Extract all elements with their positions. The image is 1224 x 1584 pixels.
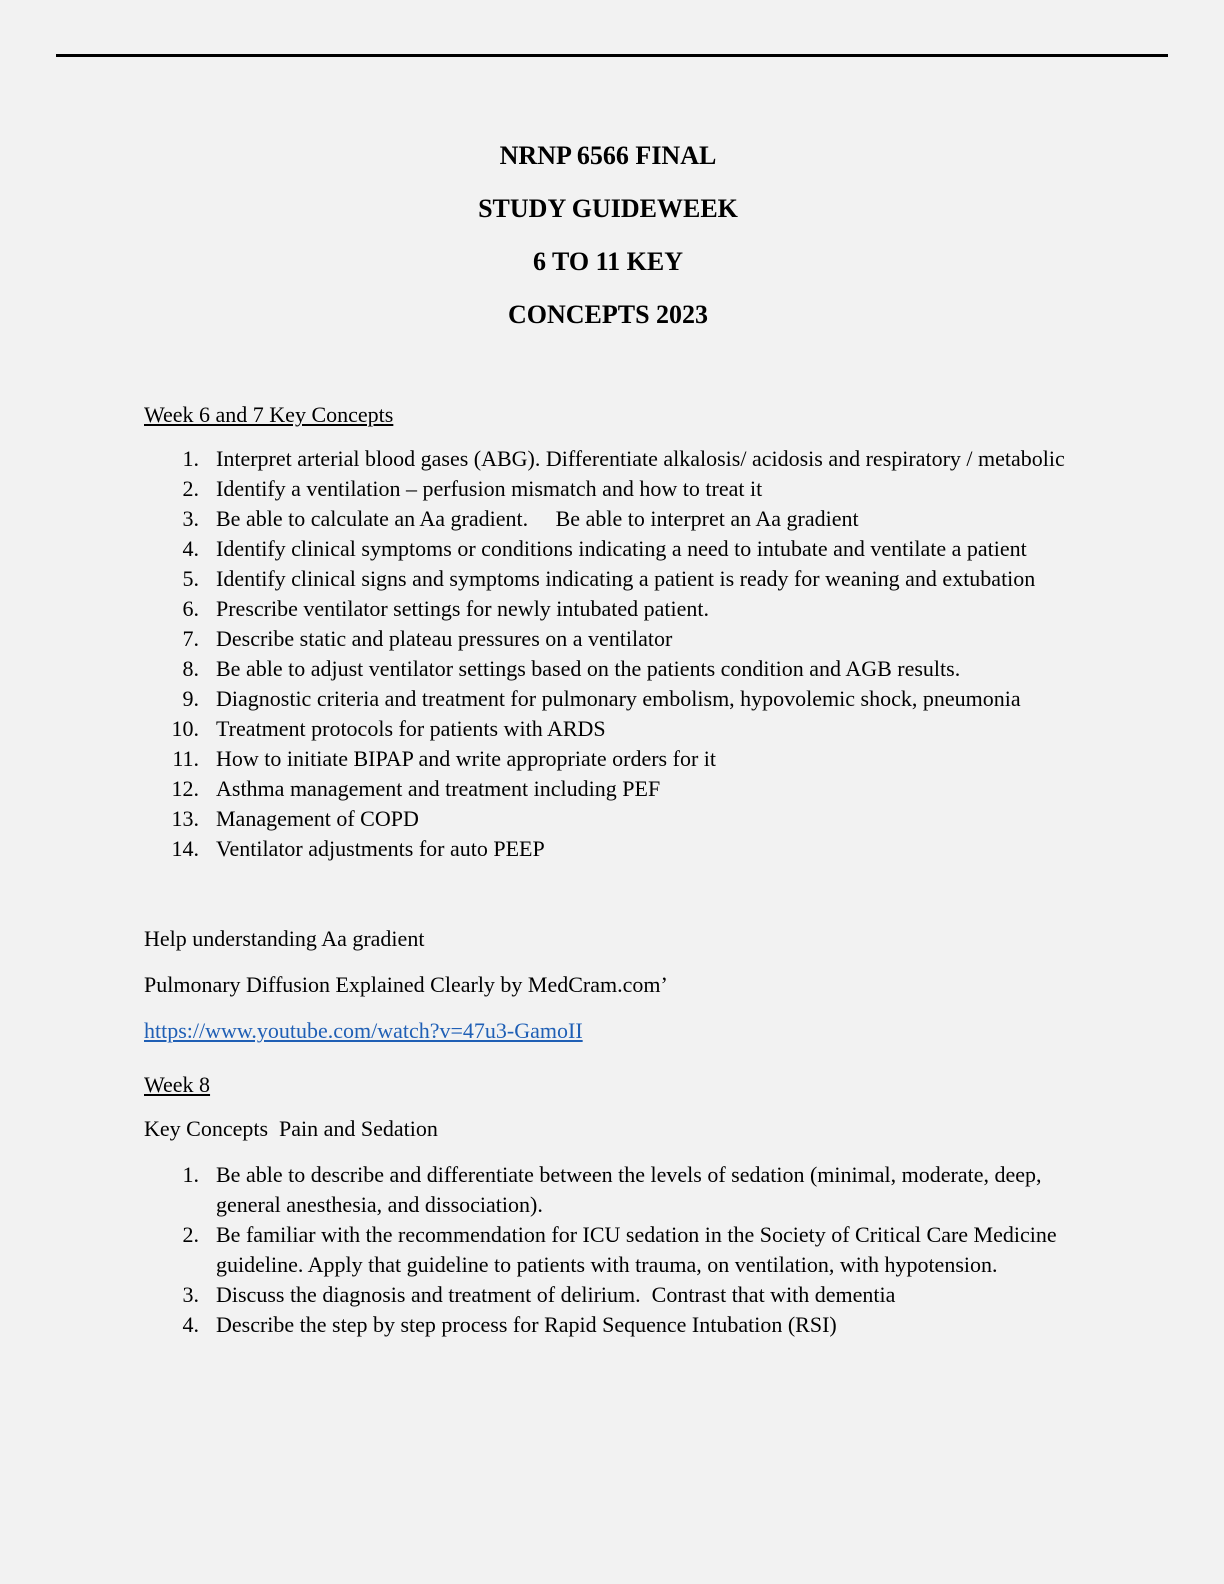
list-item bbox=[144, 534, 1084, 564]
list-item-text: Identify a ventilation – perfusion mismatch and how to treat it bbox=[216, 476, 763, 501]
list-item-number: 14. bbox=[171, 836, 199, 861]
document-body bbox=[144, 400, 1084, 1340]
list-item-number: 3. bbox=[182, 1282, 199, 1307]
list-item bbox=[144, 564, 1084, 594]
list-item-text: Be familiar with the recommendation for ICU sedation in the Society of Critical Care Medicine guideline. Apply that guideline to patients with trauma, on ventilation, with hypotension. bbox=[216, 1222, 1057, 1277]
week-8-subheading: Key Concepts Pain and Sedation bbox=[144, 1116, 438, 1141]
list-item-number: 1. bbox=[182, 1162, 199, 1187]
header-rule bbox=[56, 54, 1168, 57]
list-item-text: Asthma management and treatment including PEF bbox=[216, 776, 661, 801]
list-item-text: Identify clinical symptoms or conditions indicating a need to intubate and ventilate a patient bbox=[216, 536, 1027, 561]
list-item-text: Describe the step by step process for Rapid Sequence Intubation (RSI) bbox=[216, 1312, 837, 1337]
title-line-1: NRNP 6566 FINAL bbox=[499, 141, 717, 170]
list-item-text: Diagnostic criteria and treatment for pulmonary embolism, hypovolemic shock, pneumonia bbox=[216, 686, 1021, 711]
list-item-number: 4. bbox=[182, 536, 199, 561]
title-line-2: STUDY GUIDEWEEK bbox=[478, 194, 738, 223]
help-aa-gradient: Help understanding Aa gradient bbox=[144, 926, 425, 951]
week-8-concept-list bbox=[144, 1160, 1084, 1340]
list-item-text: Be able to adjust ventilator settings based on the patients condition and AGB results. bbox=[216, 656, 961, 681]
medcram-reference: Pulmonary Diffusion Explained Clearly by MedCram.com’ bbox=[144, 972, 668, 997]
list-item bbox=[144, 684, 1084, 714]
title-line-4: CONCEPTS 2023 bbox=[507, 300, 709, 329]
document-title bbox=[0, 142, 1216, 354]
list-item-text: Treatment protocols for patients with ARDS bbox=[216, 716, 606, 741]
list-item bbox=[144, 1220, 1084, 1280]
list-item-number: 2. bbox=[182, 1222, 199, 1247]
list-item-number: 12. bbox=[171, 776, 199, 801]
list-item bbox=[144, 444, 1084, 474]
list-item-number: 3. bbox=[182, 506, 199, 531]
list-item-number: 6. bbox=[182, 596, 199, 621]
list-item bbox=[144, 714, 1084, 744]
list-item-number: 11. bbox=[172, 746, 199, 771]
list-item bbox=[144, 774, 1084, 804]
list-item bbox=[144, 504, 1084, 534]
list-item-number: 1. bbox=[182, 446, 199, 471]
list-item-number: 4. bbox=[182, 1312, 199, 1337]
list-item bbox=[144, 1160, 1084, 1220]
list-item-text: Management of COPD bbox=[216, 806, 419, 831]
list-item bbox=[144, 474, 1084, 504]
list-item-number: 8. bbox=[182, 656, 199, 681]
list-item bbox=[144, 834, 1084, 864]
list-item bbox=[144, 654, 1084, 684]
list-item bbox=[144, 744, 1084, 774]
list-item-text: Prescribe ventilator settings for newly intubated patient. bbox=[216, 596, 710, 621]
list-item-text: Describe static and plateau pressures on a ventilator bbox=[216, 626, 673, 651]
list-item-number: 7. bbox=[182, 626, 199, 651]
week-6-7-heading: Week 6 and 7 Key Concepts bbox=[144, 402, 394, 427]
list-item bbox=[144, 1310, 1084, 1340]
list-item-number: 9. bbox=[182, 686, 199, 711]
week-6-7-concept-list bbox=[144, 444, 1084, 864]
list-item-text: How to initiate BIPAP and write appropriate orders for it bbox=[216, 746, 716, 771]
list-item-number: 13. bbox=[171, 806, 199, 831]
list-item-text: Be able to describe and differentiate between the levels of sedation (minimal, moderate, deep, general anesthesia, and dissociation). bbox=[216, 1162, 1042, 1217]
list-item bbox=[144, 1280, 1084, 1310]
list-item-text: Ventilator adjustments for auto PEEP bbox=[216, 836, 545, 861]
list-item-text: Discuss the diagnosis and treatment of delirium. Contrast that with dementia bbox=[216, 1282, 896, 1307]
list-item bbox=[144, 594, 1084, 624]
list-item bbox=[144, 804, 1084, 834]
list-item bbox=[144, 624, 1084, 654]
week-8-heading: Week 8 bbox=[144, 1072, 211, 1097]
list-item-number: 2. bbox=[182, 476, 199, 501]
list-item-text: Identify clinical signs and symptoms indicating a patient is ready for weaning and extubation bbox=[216, 566, 1036, 591]
youtube-link[interactable]: https://www.youtube.com/watch?v=47u3-GamoII bbox=[144, 1018, 583, 1043]
list-item-text: Be able to calculate an Aa gradient. Be able to interpret an Aa gradient bbox=[216, 506, 859, 531]
list-item-number: 5. bbox=[182, 566, 199, 591]
title-line-3: 6 TO 11 KEY bbox=[532, 247, 684, 276]
list-item-text: Interpret arterial blood gases (ABG). Differentiate alkalosis/ acidosis and respiratory / metabolic bbox=[216, 446, 1065, 471]
list-item-number: 10. bbox=[171, 716, 199, 741]
